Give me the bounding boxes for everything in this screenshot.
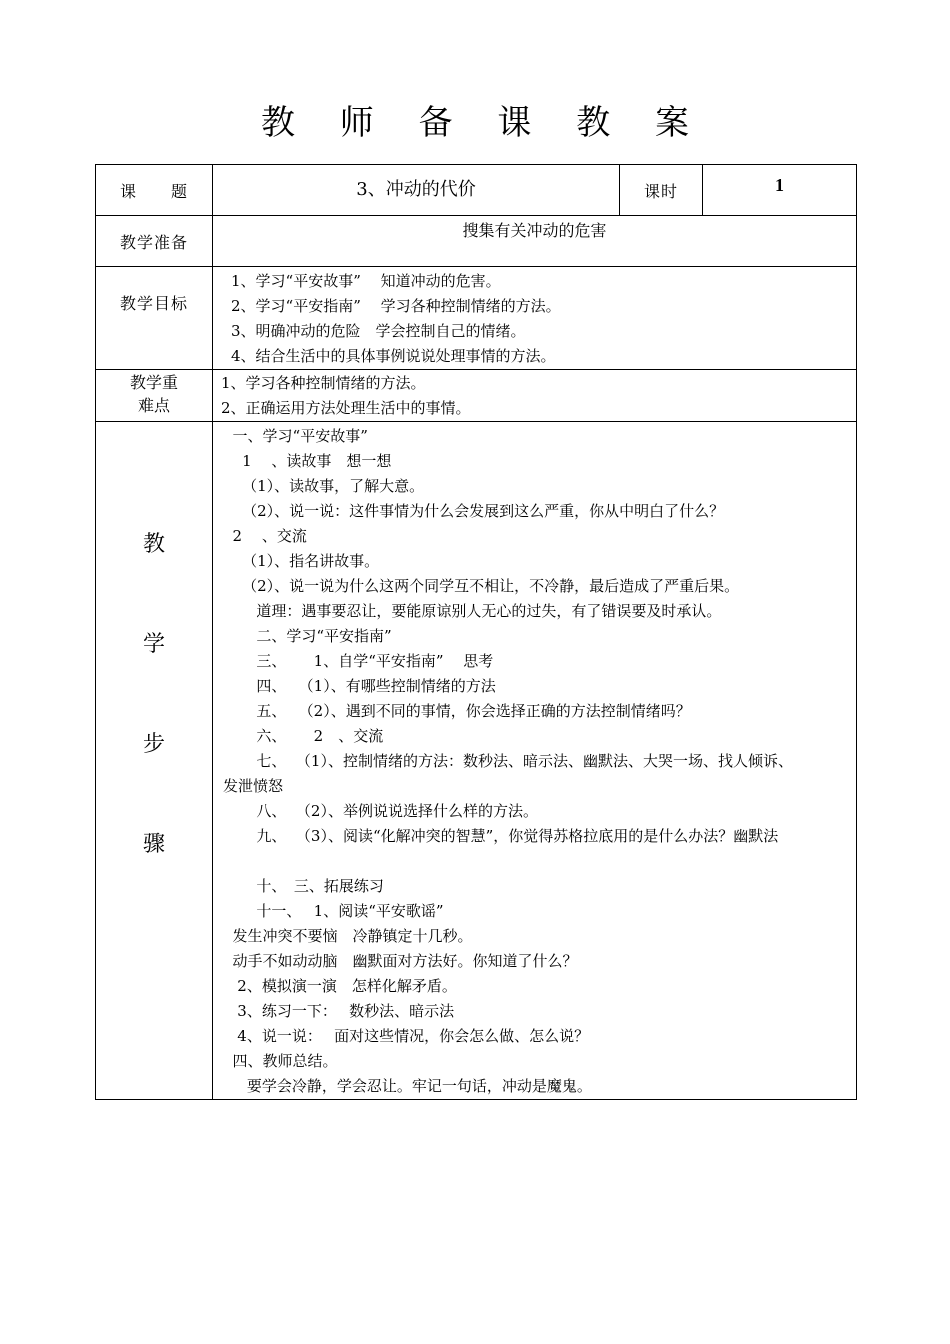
step-line: 三、 1、自学“平安指南” 思考 <box>223 652 494 670</box>
step-line: 一、学习“平安故事” <box>223 427 368 445</box>
key-points-cell <box>213 370 857 422</box>
step-line: 发泄愤怒 <box>223 777 284 795</box>
step-line: 七、 （1）、控制情绪的方法：数秒法、暗示法、幽默法、大哭一场、找人倾诉、 <box>223 752 793 770</box>
hours-label: 课时 <box>643 182 678 201</box>
goals-cell <box>213 267 857 370</box>
steps-label-char: 骤 <box>142 832 165 857</box>
goals-row <box>96 267 857 370</box>
step-line: 道理：遇事要忍让，要能原谅别人无心的过失，有了错误要及时承认。 <box>223 602 722 620</box>
step-line: 4、说一说： 面对这些情况，你会怎么做、怎么说？ <box>223 1027 590 1045</box>
topic-label-cell <box>96 165 213 216</box>
goals-label: 教学目标 <box>119 294 188 313</box>
key-label-line-1: 教学重 <box>129 373 178 392</box>
goals-label-cell <box>96 267 213 370</box>
steps-label-cell <box>96 422 213 1100</box>
goal-item: 1、学习“平安故事” 知道冲动的危害。 <box>231 272 501 290</box>
step-line: 2 、交流 <box>223 527 307 545</box>
step-line: 动手不如动动脑 幽默面对方法好。你知道了什么？ <box>223 952 578 970</box>
steps-label-char: 学 <box>142 632 165 657</box>
step-line: 十一、 1、阅读“平安歌谣” <box>223 902 444 920</box>
prep-value: 搜集有关冲动的危害 <box>462 221 607 240</box>
hours-value-cell <box>703 165 857 216</box>
step-line: 四、教师总结。 <box>223 1052 338 1070</box>
step-line: 3、练习一下： 数秒法、暗示法 <box>223 1002 455 1020</box>
page-title: 教 师 备 课 教 案 <box>260 103 707 143</box>
step-line: 八、 （2）、举例说说选择什么样的方法。 <box>223 802 538 820</box>
prep-label-cell <box>96 216 213 267</box>
topic-row <box>96 165 857 216</box>
step-line: （1）、指名讲故事。 <box>223 552 380 570</box>
prep-value-cell <box>213 216 857 267</box>
step-line: 2、模拟演一演 怎样化解矛盾。 <box>223 977 457 995</box>
step-line: 五、 （2）、遇到不同的事情，你会选择正确的方法控制情绪吗？ <box>223 702 691 720</box>
step-line: 发生冲突不要恼 冷静镇定十几秒。 <box>223 927 473 945</box>
key-label-cell <box>96 370 213 422</box>
hours-value: 1 <box>775 175 784 195</box>
key-label-line-2: 难点 <box>137 396 170 415</box>
hours-label-cell <box>620 165 703 216</box>
lesson-plan-table <box>95 164 857 1100</box>
goal-item: 2、学习“平安指南” 学习各种控制情绪的方法。 <box>231 297 561 315</box>
prep-label: 教学准备 <box>119 233 188 252</box>
key-point-item: 2、正确运用方法处理生活中的事情。 <box>221 399 471 417</box>
step-line: （1）、读故事，了解大意。 <box>223 477 425 495</box>
goal-item: 4、结合生活中的具体事例说说处理事情的方法。 <box>231 347 556 365</box>
step-line: （2）、说一说为什么这两个同学互不相让，不冷静，最后造成了严重后果。 <box>223 577 740 595</box>
step-line: 十、 三、拓展练习 <box>223 877 384 895</box>
step-line: 四、 （1）、有哪些控制情绪的方法 <box>223 677 496 695</box>
step-line: （2）、说一说：这件事情为什么会发展到这么严重，你从中明白了什么？ <box>223 502 725 520</box>
step-line: 要学会冷静，学会忍让。牢记一句话，冲动是魔鬼。 <box>223 1077 592 1095</box>
topic-label: 课 题 <box>119 182 188 201</box>
key-point-item: 1、学习各种控制情绪的方法。 <box>221 374 426 392</box>
step-line: 九、 （3）、阅读“化解冲突的智慧”，你觉得苏格拉底用的是什么办法？幽默法 <box>223 827 779 845</box>
step-line: 六、 2 、交流 <box>223 727 384 745</box>
topic-value-cell <box>213 165 620 216</box>
step-line: 二、学习“平安指南” <box>223 627 392 645</box>
steps-label-char: 步 <box>142 732 165 757</box>
topic-value: 3、冲动的代价 <box>356 179 476 200</box>
key-points-row <box>96 370 857 422</box>
step-line: 1 、读故事 想一想 <box>223 452 392 470</box>
prep-row <box>96 216 857 267</box>
steps-row <box>96 422 857 1100</box>
steps-label-char: 教 <box>142 532 165 557</box>
step-line <box>223 849 856 874</box>
steps-cell <box>213 422 857 1100</box>
goal-item: 3、明确冲动的危险 学会控制自己的情绪。 <box>231 322 526 340</box>
